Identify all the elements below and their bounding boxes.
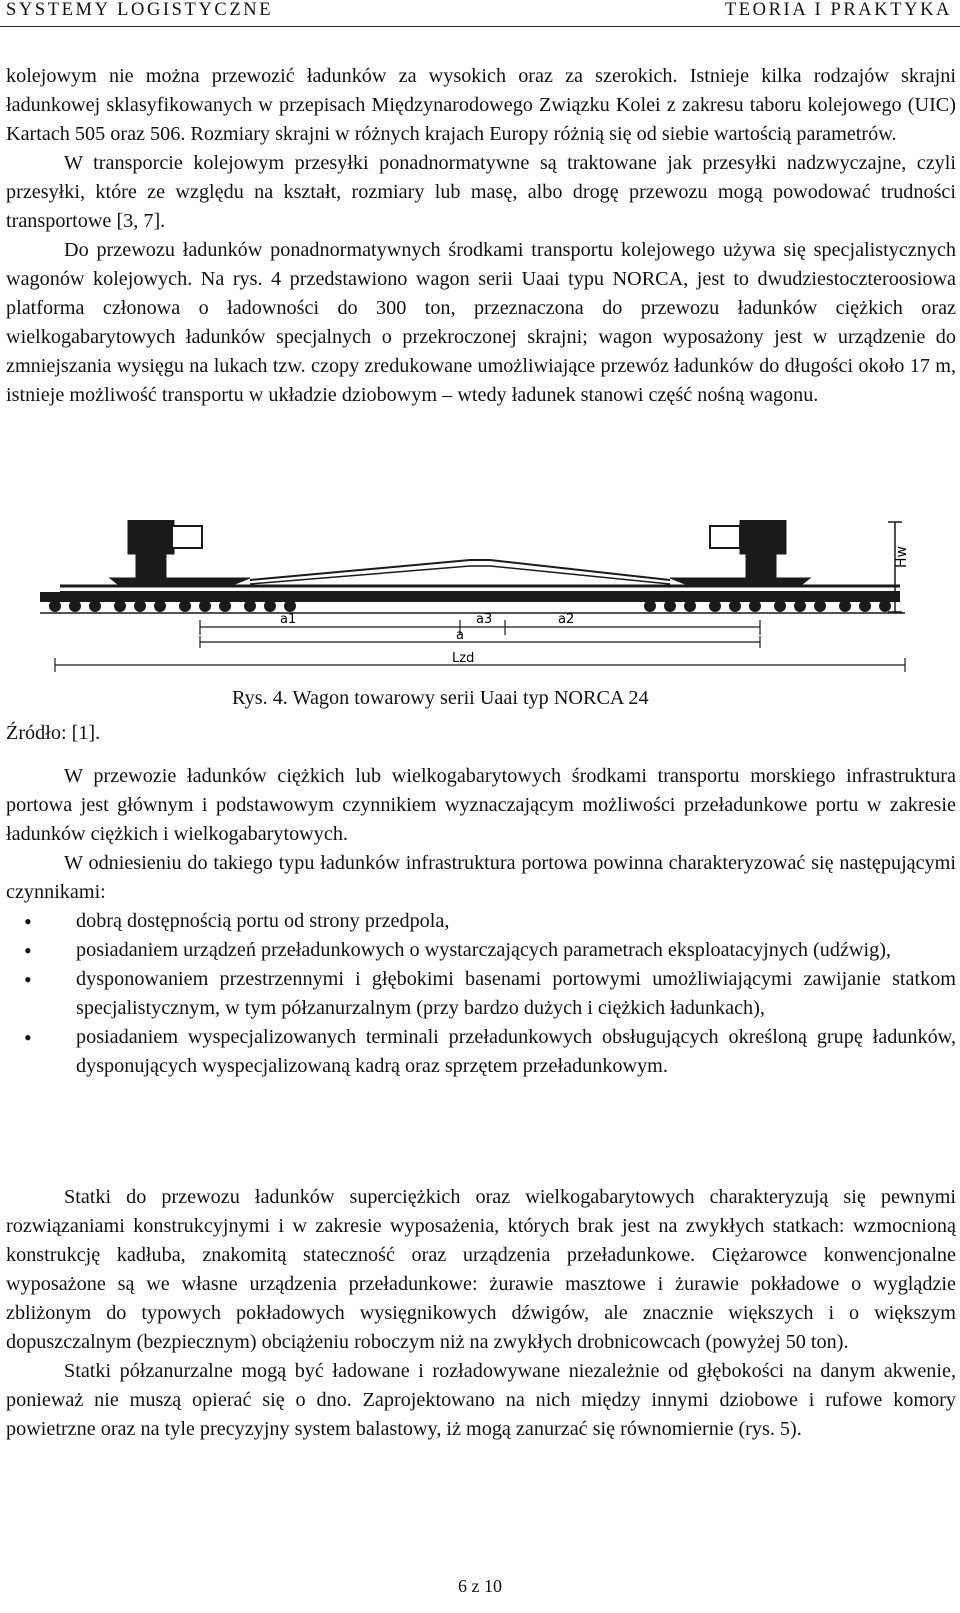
page-number: 6 z 10 xyxy=(458,1576,502,1596)
hw-label: Hw xyxy=(894,546,910,568)
paragraph: Do przewozu ładunków ponadnormatywnych środkami transportu kolejowego używa się specjalistycznych wagonów kolejowych. Na rys. 4 przedstawiono wagon serii Uaai typu NORCA, jest to dwudziestoczteroosiowa platforma członowa o ładowności do 300 ton, przeznaczona do przewozu ładunków ciężkich oraz wielkogabarytowych ładunków specjalnych o przekroczonej skrajni; wagon wyposażony jest w urządzenie do zmniejszania wysięgu na lukach tzw. czopy zredukowane umożliwiające przewóz ładunków do długości około 17 m, istnieje możliwość transportu w układzie dziobowym – wtedy ładunek stanowi część nośną wagonu. xyxy=(6,239,956,406)
list-item: • posiadaniem wyspecjalizowanych terminali przeładunkowych obsługujących określoną grupę ładunków, dysponujących wyspecjalizowaną kadrą oraz sprzętem przeładunkowym. xyxy=(6,1023,956,1081)
paragraph: Statki półzanurzalne mogą być ładowane i rozładowywane niezależnie od głębokości na danym akwenie, ponieważ nie muszą opierać się o dno. Zaprojektowano na nich między innymi dziobowe i rufowe komory powietrzne oraz na tyle precyzyjny system balastowy, iż mogą zanurzać się równomiernie (rys. 5). xyxy=(6,1360,956,1440)
text-block-1 xyxy=(6,62,956,410)
a1-label: a1 xyxy=(280,612,297,627)
text-block-3 xyxy=(6,1183,956,1444)
a-label: a xyxy=(456,628,464,643)
paragraph: Statki do przewozu ładunków superciężkich oraz wielkogabarytowych charakteryzują się pewnymi rozwiązaniami konstrukcyjnymi i w zakresie wyposażenia, których brak jest na zwykłych statkach: wzmocnioną konstrukcję kadłuba, znakomitą stateczność oraz urządzenia przeładunkowe. Ciężarowce konwencjonalne wyposażone są we własne urządzenia przeładunkowe: żurawie masztowe i żurawie pokładowe o wyglądzie zbliżonym do typowych pokładowych wysięgnikowych dźwigów, ale znacznie większych i o większym dopuszczalnym (bezpiecznym) obciążeniu roboczym niż na zwykłych drobnicowcach (powyżej 50 ton). xyxy=(6,1186,956,1353)
journal-title: SYSTEMY LOGISTYCZNE xyxy=(6,0,274,20)
paragraph: W przewozie ładunków ciężkich lub wielkogabarytowych środkami transportu morskiego infrastruktura portowa jest głównym i podstawowym czynnikiem wyznaczającym możliwości przeładunkowe portu w zakresie ładunków ciężkich i wielkogabarytowych. xyxy=(6,765,956,845)
running-header xyxy=(0,0,960,27)
a3-label: a3 xyxy=(476,612,493,627)
bullet-list xyxy=(6,907,956,1081)
left-crane-structure xyxy=(110,520,250,586)
figure-caption: Rys. 4. Wagon towarowy serii Uaai typ NORCA 24 xyxy=(232,687,649,709)
lzd-label: Lzd xyxy=(452,651,475,666)
section-title: TEORIA I PRAKTYKA xyxy=(724,0,952,20)
bogies xyxy=(40,592,900,612)
paragraph: kolejowym nie można przewozić ładunków za wysokich oraz za szerokich. Istnieje kilka rodzajów skrajni ładunkowej sklasyfikowanych w przepisach Międzynarodowego Związku Kolei z zakresu taboru kolejowego (UIC) Kartach 505 oraz 506. Rozmiary skrajni w różnych krajach Europy różnią się od siebie wartością parametrów. xyxy=(6,65,956,145)
dimension-lines xyxy=(55,620,905,672)
a2-label: a2 xyxy=(558,612,575,627)
right-crane-structure xyxy=(670,520,810,586)
list-item: • dysponowaniem przestrzennymi i głębokimi basenami portowymi umożliwiającymi zawijanie statkom specjalistycznym, w tym półzanurzalnym (przy bardzo dużych i ciężkich ładunkach), xyxy=(6,965,956,1023)
wagon-figure xyxy=(0,520,960,690)
text-block-2 xyxy=(6,762,956,1081)
figure-source: Źródło: [1]. xyxy=(6,722,101,744)
list-item: • posiadaniem urządzeń przeładunkowych o wystarczających parametrach eksploatacyjnych (udźwig), xyxy=(6,936,956,965)
list-item: • dobrą dostępnością portu od strony przedpola, xyxy=(6,907,956,936)
paragraph: W transporcie kolejowym przesyłki ponadnormatywne są traktowane jak przesyłki nadzwyczajne, czyli przesyłki, które ze względu na kształt, rozmiary lub masę, albo drogę przewozu mogą powodować trudności transportowe [3, 7]. xyxy=(6,152,956,232)
paragraph: W odniesieniu do takiego typu ładunków infrastruktura portowa powinna charakteryzować się następującymi czynnikami: xyxy=(6,852,956,903)
